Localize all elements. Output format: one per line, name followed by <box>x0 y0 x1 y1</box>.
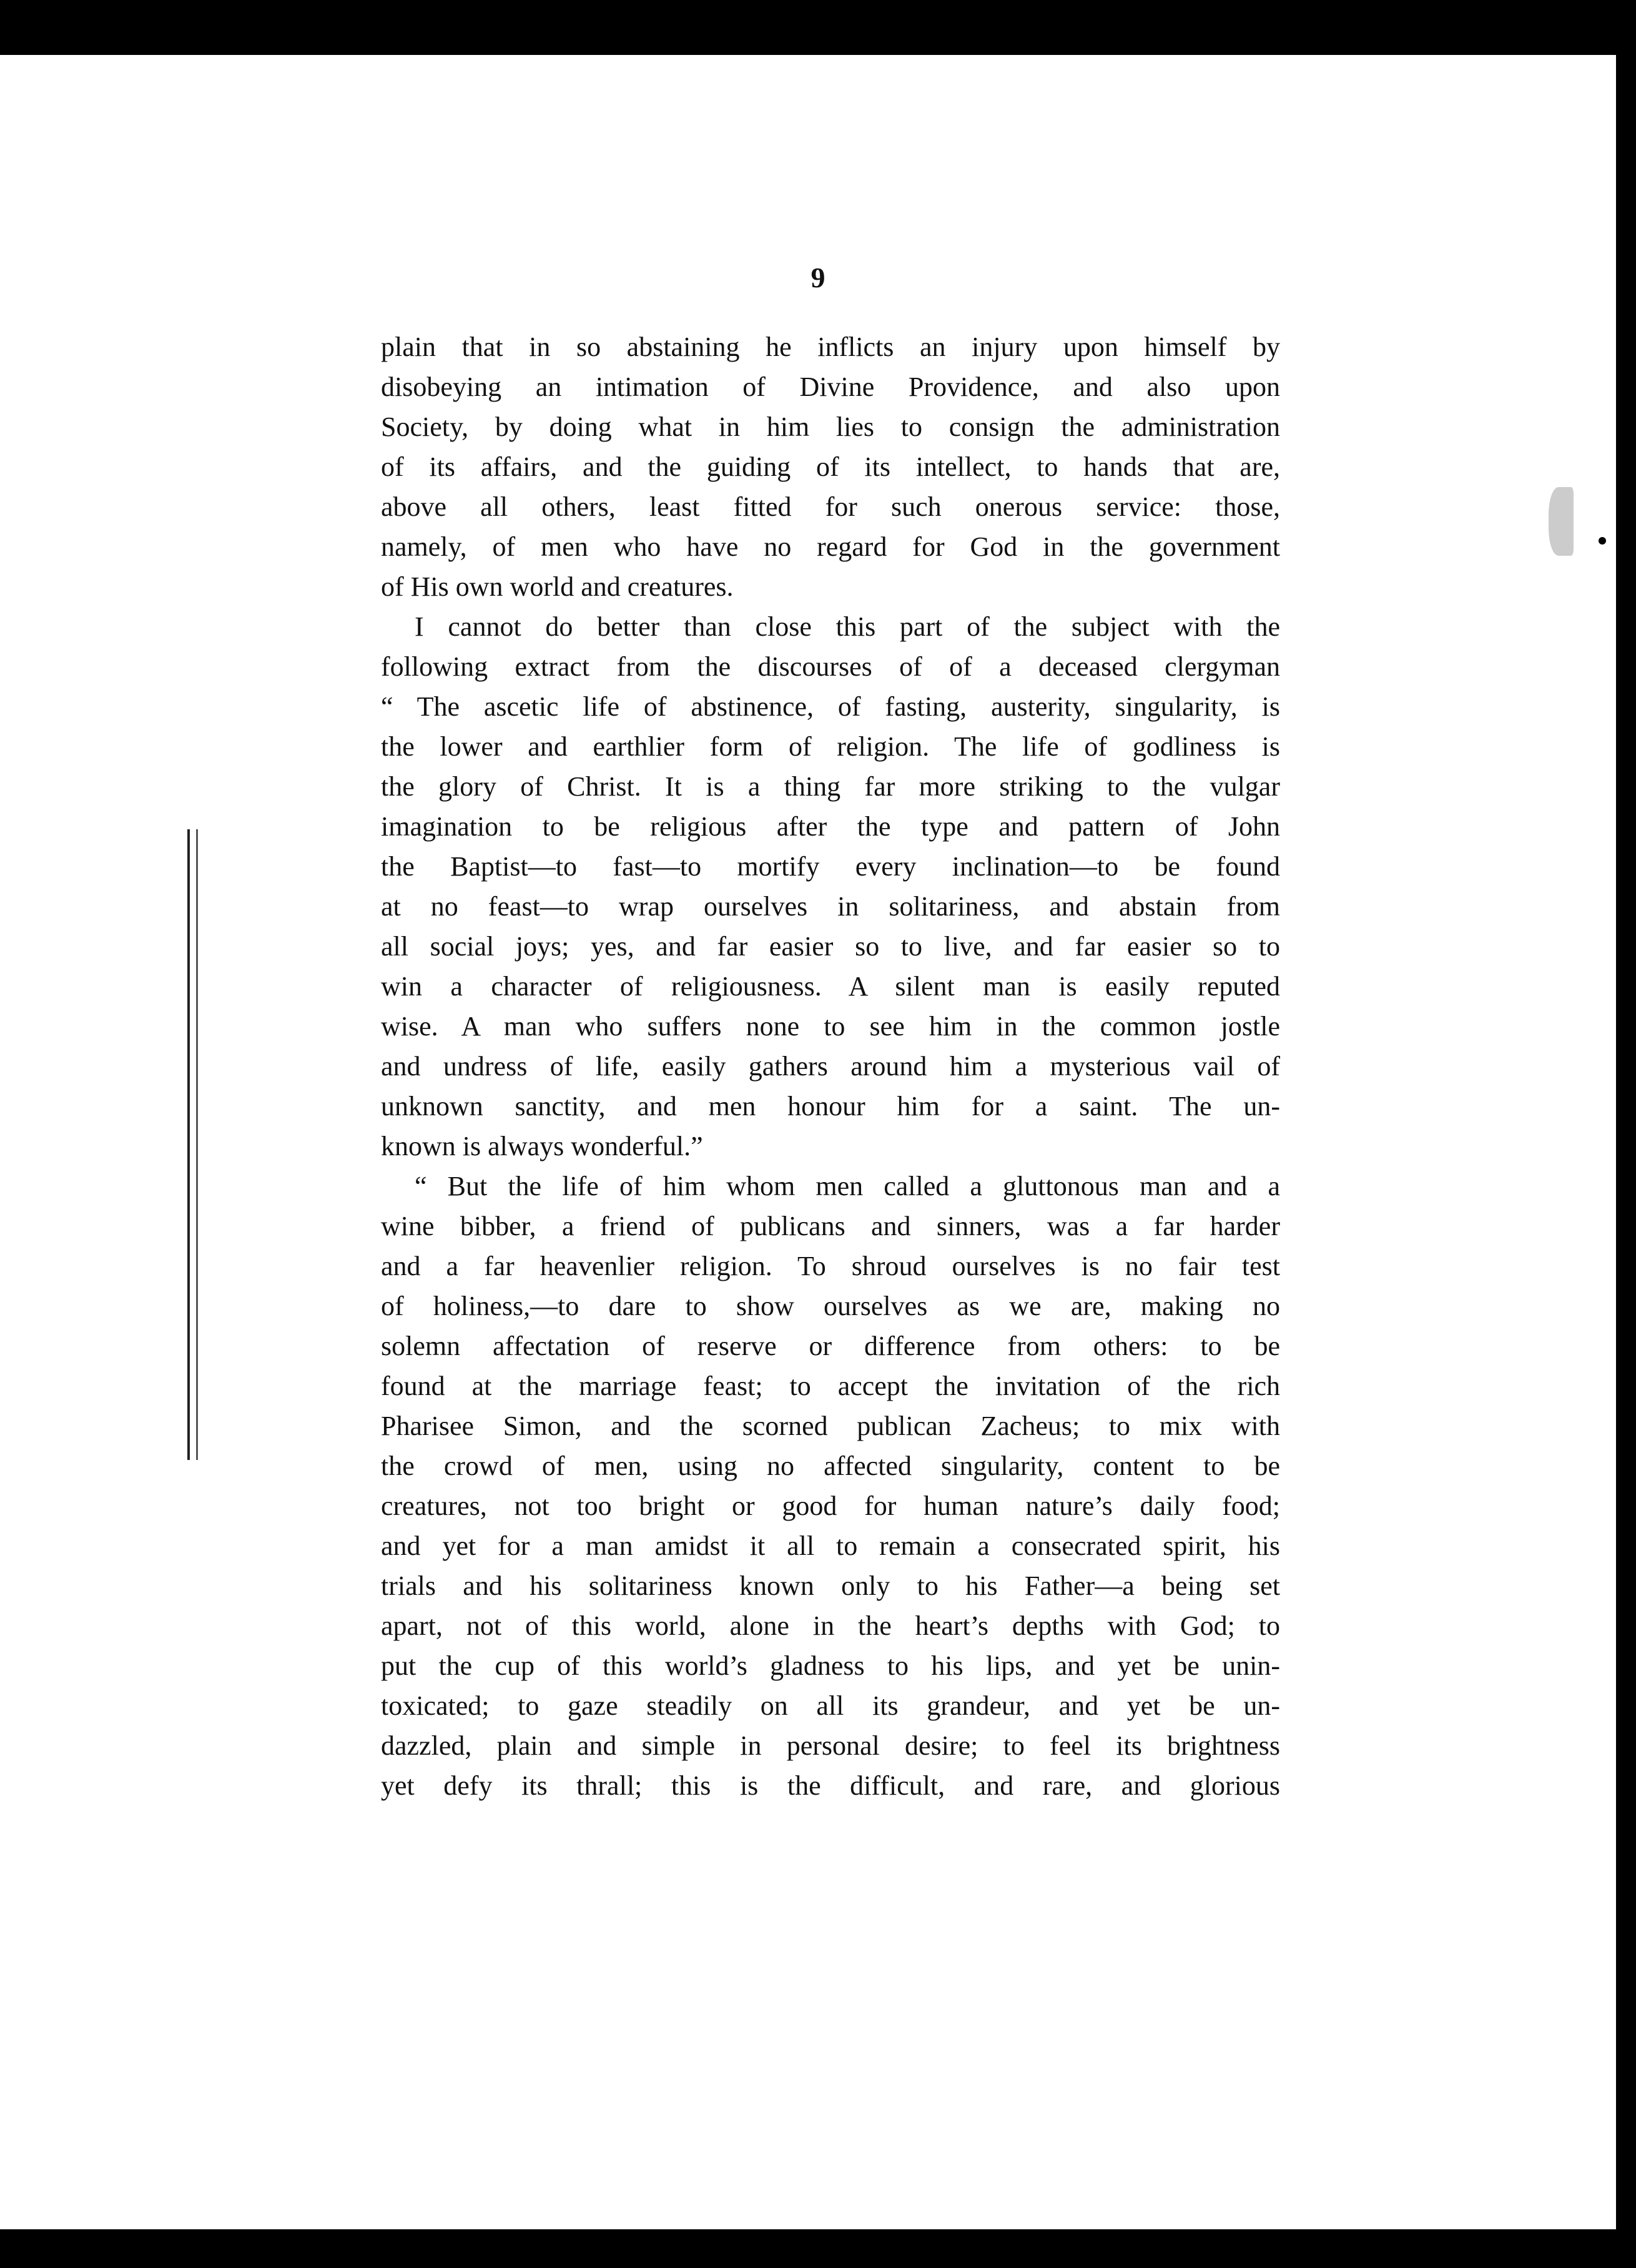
text-line: the crowd of men, using no affected singularity, content to be <box>381 1451 1280 1481</box>
page-number: 9 <box>811 262 825 293</box>
text-line: trials and his solitariness known only to his Father—a being set <box>381 1570 1280 1601</box>
text-line: namely, of men who have no regard for God in the government <box>381 531 1280 562</box>
scan-speck <box>1599 537 1606 545</box>
text-line: following extract from the discourses of of a deceased clergyman <box>381 651 1280 682</box>
text-line: of its affairs, and the guiding of its intellect, to hands that are, <box>381 451 1280 482</box>
text-line: creatures, not too bright or good for human nature’s daily food; <box>381 1491 1280 1521</box>
text-line: put the cup of this world’s gladness to his lips, and yet be unin- <box>381 1650 1280 1681</box>
text-line: win a character of religiousness. A silent man is easily reputed <box>381 971 1280 1002</box>
text-line: “ But the life of him whom men called a gluttonous man and a <box>415 1171 1280 1201</box>
margin-rule <box>196 829 198 1460</box>
text-line: the Baptist—to fast—to mortify every inclination—to be found <box>381 851 1280 882</box>
text-line: of holiness,—to dare to show ourselves as we are, making no <box>381 1291 1280 1321</box>
text-line: dazzled, plain and simple in personal desire; to feel its brightness <box>381 1730 1280 1761</box>
text-line: Pharisee Simon, and the scorned publican Zacheus; to mix with <box>381 1411 1280 1441</box>
text-line: unknown sanctity, and men honour him for a saint. The un- <box>381 1091 1280 1122</box>
scan-speck <box>974 2242 999 2258</box>
text-line: at no feast—to wrap ourselves in solitariness, and abstain from <box>381 891 1280 922</box>
scan-speck <box>1549 487 1574 556</box>
text-line: the glory of Christ. It is a thing far more striking to the vulgar <box>381 771 1280 802</box>
margin-rule <box>187 829 190 1460</box>
text-line: the lower and earthlier form of religion. The life of godliness is <box>381 731 1280 762</box>
body-text <box>381 327 1280 1806</box>
text-line: Society, by doing what in him lies to consign the administration <box>381 412 1280 442</box>
text-line: disobeying an intimation of Divine Providence, and also upon <box>381 372 1280 402</box>
text-line: and a far heavenlier religion. To shroud ourselves is no fair test <box>381 1251 1280 1281</box>
text-line: imagination to be religious after the type and pattern of John <box>381 811 1280 842</box>
text-line: and undress of life, easily gathers around him a mysterious vail of <box>381 1051 1280 1082</box>
text-line: yet defy its thrall; this is the difficult, and rare, and glorious <box>381 1770 1280 1801</box>
text-line: apart, not of this world, alone in the heart’s depths with God; to <box>381 1610 1280 1641</box>
text-line: found at the marriage feast; to accept the invitation of the rich <box>381 1371 1280 1401</box>
text-line: of His own world and creatures. <box>381 571 734 602</box>
text-line: I cannot do better than close this part of the subject with the <box>415 611 1280 642</box>
text-line: plain that in so abstaining he inflicts an injury upon himself by <box>381 332 1280 362</box>
text-line: above all others, least fitted for such onerous service: those, <box>381 491 1280 522</box>
text-line: toxicated; to gaze steadily on all its grandeur, and yet be un- <box>381 1690 1280 1721</box>
scanned-page <box>0 55 1616 2229</box>
text-line: “ The ascetic life of abstinence, of fasting, austerity, singularity, is <box>381 691 1280 722</box>
text-line: wise. A man who suffers none to see him in the common jostle <box>381 1011 1280 1042</box>
text-line: and yet for a man amidst it all to remain a consecrated spirit, his <box>381 1531 1280 1561</box>
text-line: all social joys; yes, and far easier so to live, and far easier so to <box>381 931 1280 962</box>
text-line: wine bibber, a friend of publicans and sinners, was a far harder <box>381 1211 1280 1241</box>
text-line: known is always wonderful.” <box>381 1131 703 1161</box>
text-line: solemn affectation of reserve or difference from others: to be <box>381 1331 1280 1361</box>
